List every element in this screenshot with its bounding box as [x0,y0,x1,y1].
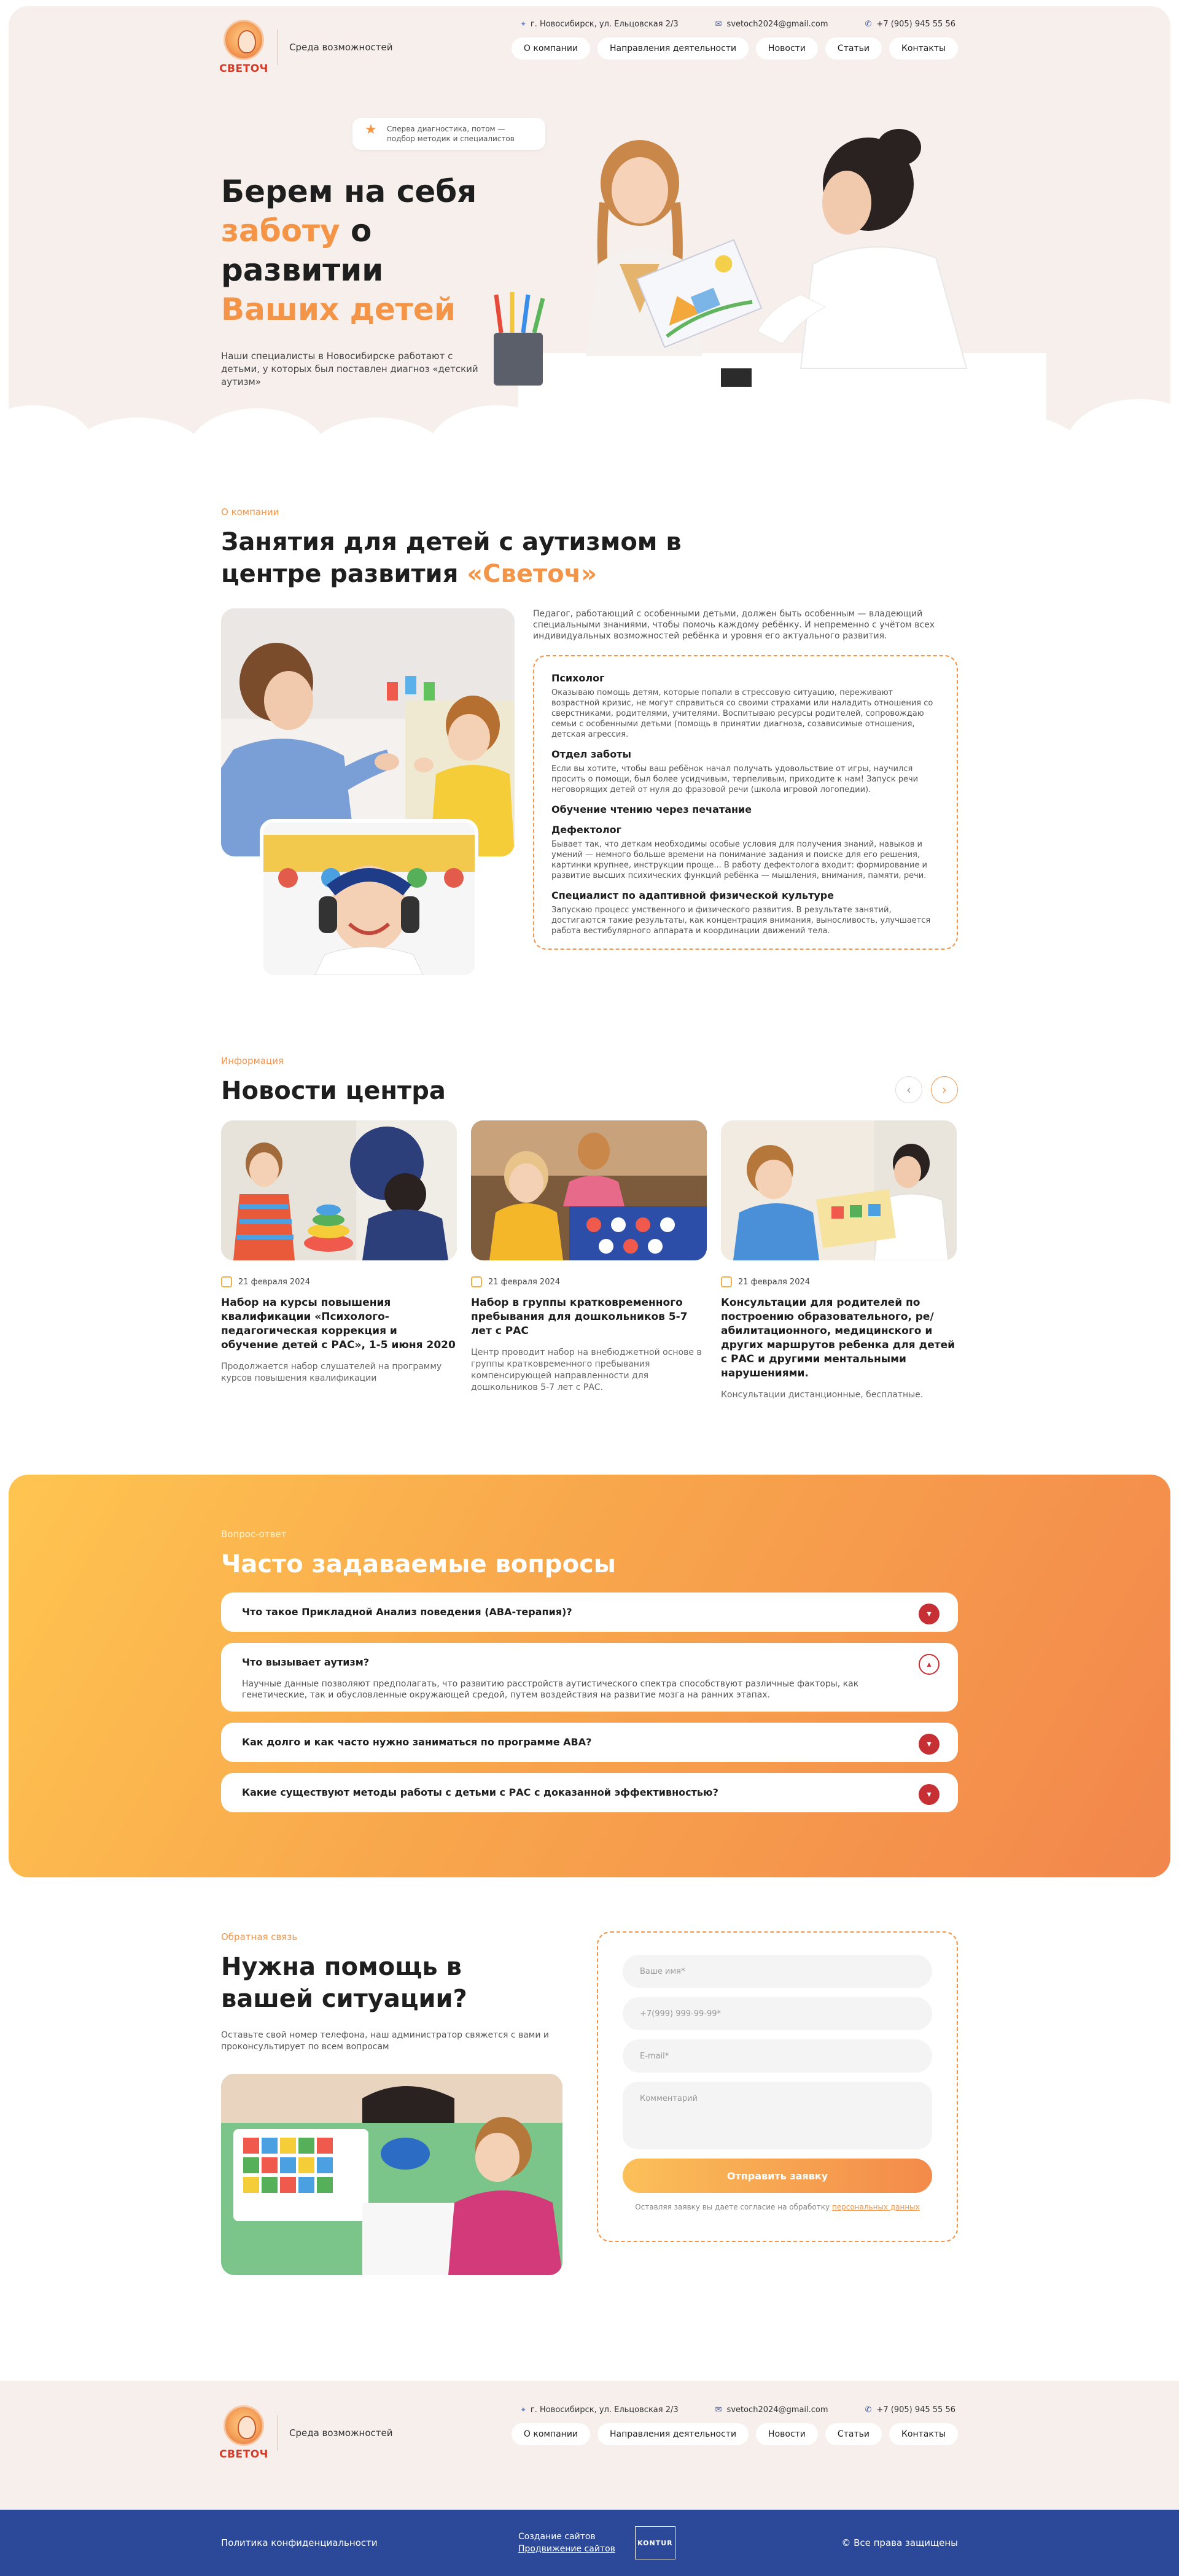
email-link[interactable]: svetoch2024@gmail.com [726,2405,828,2415]
faq-section [9,1475,1170,1877]
logo-text: СВЕТОЧ [219,63,268,75]
footer [0,2381,1179,2510]
news-card-image[interactable] [721,1120,957,1260]
news-title[interactable]: Набор на курсы повышения квалификации «Психолого-педагогическая коррекция и обучение детей с РАС», 1-5 июня 2020 [221,1297,456,1351]
news-date [221,1276,457,1287]
news-title[interactable]: Набор в группы кратковременного пребывания для дошкольников 5-7 лет с РАС [471,1297,688,1337]
faq-answer: Научные данные позволяют предполагать, что развитию расстройств аутистического спектра способствуют различные факторы, как генетические, так и обусловленные окружающей средой, путем воздействия на развитие мозга на ранних этапах. [242,1679,859,1700]
news-card-image[interactable] [221,1120,457,1260]
specialist-text: Оказываю помощь детям, которые попали в стрессовую ситуацию, переживают возрастной кризис, не могут справиться со своими страхами или наладить отношения со сверстниками, родителями, учителями. Воспитываю ресурсы родителей, сопровождаю семьи с особенными детьми (помощь в принятии диагноза, созависимые отношения, детская агрессия. [551,688,933,739]
next-arrow-button[interactable]: › [931,1076,958,1103]
prev-arrow-button[interactable]: ‹ [895,1076,922,1103]
nav-news[interactable]: Новости [756,37,818,60]
copyright: © Все права защищены [841,2537,958,2548]
specialist-title: Специалист по адаптивной физической культуре [551,890,835,901]
hero-title [221,172,528,329]
developer-links [518,2532,615,2554]
cloud-shape [303,417,451,436]
news-date-text: 21 февраля 2024 [488,1277,561,1287]
news-date [721,1276,957,1287]
nav-about[interactable]: О компании [512,37,590,60]
news-date-text: 21 февраля 2024 [238,1277,311,1287]
address [521,2405,679,2415]
name-input[interactable]: Ваше имя* [623,1955,932,1988]
faq-question[interactable]: Как долго и как часто нужно заниматься по программе АВА? [242,1736,592,1748]
submit-button[interactable]: Отправить заявку [623,2159,932,2193]
specialists-box [533,655,958,950]
logo-text: СВЕТОЧ [219,2448,268,2461]
cloud-shape [9,405,95,436]
slider-arrows [895,1076,958,1103]
specialist-title: Отдел заботы [551,748,631,760]
cloud-shape [187,408,328,436]
news-card[interactable] [721,1120,957,1401]
news-excerpt: Центр проводит набор на внебюджетной основе в группы кратковременного пребывания компенсирующей направленности для дошкольников 5-7 лет с РАС. [471,1348,702,1392]
hero-title-rest: о развитии [221,213,384,288]
contact-section [221,1877,958,2381]
footer-contacts [521,2405,958,2415]
hero-section [9,6,1170,436]
address-text: г. Новосибирск, ул. Ельцовская 2/3 [530,2405,679,2415]
section-label: О компании [221,506,279,518]
faq-item[interactable] [221,1723,958,1762]
specialist-text: Если вы хотите, чтобы ваш ребёнок начал получать удовольствие от игры, научился просить о помощи, был более усидчивым, терпеливым, приходите к нам! Запуск речи неговорящих детей от нуля до фразовой речи (школа игровой логопедии). [551,764,919,794]
section-title: Нужна помощь в вашей ситуации? [221,1953,467,2013]
nav-contacts[interactable]: Контакты [889,2423,958,2445]
about-photo-headphones [260,819,478,979]
news-excerpt: Консультации дистанционные, бесплатные. [721,1390,924,1400]
news-card[interactable] [221,1120,457,1401]
consent-text: Оставляя заявку вы даете согласие на обработку [635,2203,832,2211]
contact-photo [221,2074,562,2275]
email-input[interactable]: E-mail* [623,2039,932,2073]
section-title: Часто задаваемые вопросы [221,1550,616,1578]
nav-news[interactable]: Новости [756,2423,818,2445]
footer-bottom-bar [0,2510,1179,2576]
news-date [471,1276,707,1287]
faq-question[interactable]: Какие существуют методы работы с детьми с РАС с доказанной эффективностью? [242,1787,718,1798]
specialist-text: Запускаю процесс умственного и физического развития. В результате занятий, достигаются такие результаты, как концентрация внимания, выносливость, улучшается работа вестибулярного аппарата и координации движений тела. [551,906,931,936]
specialist-title: Обучение чтению через печатание [551,804,752,815]
contact-description: Оставьте свой номер телефона, наш администратор свяжется с вами и проконсультирует по всем вопросам [221,2030,550,2052]
privacy-policy-link[interactable]: Политика конфиденциальности [221,2537,378,2548]
contacts [521,20,958,29]
phone-link[interactable]: +7 (905) 945 55 56 [876,20,955,29]
chevron-down-icon[interactable]: ▾ [919,1784,940,1805]
consent-note [623,2203,932,2211]
nav-directions[interactable]: Направления деятельности [597,37,749,60]
main-nav [512,37,958,60]
tagline: Среда возможностей [289,42,393,53]
nav-about[interactable]: О компании [512,2423,590,2445]
chevron-up-icon[interactable]: ▴ [919,1654,940,1675]
about-title-text: Занятия для детей с аутизмом в центре развития [221,528,682,588]
about-title-accent: «Светоч» [467,560,597,588]
section-label: Вопрос-ответ [221,1529,287,1540]
nav-articles[interactable]: Статьи [825,2423,882,2445]
footer-brand[interactable] [221,2405,393,2461]
nav-contacts[interactable]: Контакты [889,37,958,60]
phone-input[interactable]: +7(999) 999-99-99* [623,1997,932,2030]
faq-item-open[interactable] [221,1643,958,1712]
faq-item[interactable] [221,1593,958,1632]
section-label: Обратная связь [221,1931,298,1942]
chevron-down-icon[interactable]: ▾ [919,1604,940,1624]
comment-textarea[interactable]: Комментарий [623,2082,932,2149]
about-intro: Педагог, работающий с особенными детьми, должен быть особенным — владеющий специальными знаниями, чтобы помочь каждому ребёнку. И непременно с учётом всех индивидуальных возможностей ребёнка и уровня его актуального развития. [533,609,935,641]
specialist-title: Психолог [551,672,605,684]
mail-icon: ✉ [715,20,722,29]
hero-title-line3: Ваших детей [221,292,456,327]
phone[interactable] [865,20,955,29]
section-label: Информация [221,1055,284,1066]
logo[interactable] [221,20,267,75]
logo-emblem-icon [224,20,264,60]
contact-form [597,1931,958,2242]
header [221,6,958,75]
phone-icon: ✆ [865,2405,872,2415]
news-card[interactable] [471,1120,707,1401]
news-date-text: 21 февраля 2024 [738,1277,811,1287]
calendar-icon [221,1276,232,1287]
nav-articles[interactable]: Статьи [825,37,882,60]
location-pin-icon: ⌖ [521,2405,526,2415]
calendar-icon [471,1276,482,1287]
hero-title-line1: Берем на себя [221,174,477,209]
section-title [221,526,725,590]
section-title: Новости центра [221,1077,446,1105]
phone-icon: ✆ [865,20,872,29]
brand[interactable] [221,20,393,75]
privacy-data-link[interactable]: персональных данных [831,2203,920,2211]
logo[interactable] [221,2405,267,2461]
email[interactable] [715,20,828,29]
hero-text [221,172,528,389]
mail-icon: ✉ [715,2405,722,2415]
logo-emblem-icon [224,2405,264,2446]
footer-nav [512,2423,958,2445]
cloud-shape [1065,399,1170,436]
specialist-title: Дефектолог [551,824,622,836]
chevron-down-icon[interactable]: ▾ [919,1734,940,1755]
dev-link-promotion[interactable]: Продвижение сайтов [518,2544,615,2554]
tip-text: Сперва диагностика, потом — подбор методик и специалистов [387,125,515,143]
news-title[interactable]: Консультации для родителей по построению образовательного, ре/абилитационного, медицинского и других маршрутов ребенка для детей с РАС и другими ментальными нарушениями. [721,1297,955,1379]
phone-link[interactable]: +7 (905) 945 55 56 [876,2405,955,2415]
faq-question[interactable]: Что вызывает аутизм? [242,1656,370,1668]
news-section [0,1007,1179,1401]
faq-item[interactable] [221,1773,958,1812]
address-text: г. Новосибирск, ул. Ельцовская 2/3 [530,20,679,29]
calendar-icon [721,1276,732,1287]
kontur-logo[interactable]: KONTUR [635,2526,675,2559]
hero-title-accent: заботу [221,213,340,249]
email-link[interactable]: svetoch2024@gmail.com [726,20,828,29]
phone[interactable] [865,2405,955,2415]
about-section [0,436,1179,1007]
address [521,20,679,29]
faq-question[interactable]: Что такое Прикладной Анализ поведения (АВА-терапия)? [242,1606,572,1618]
news-card-image[interactable] [471,1120,707,1260]
specialist-text: Бывает так, что деткам необходимы особые условия для получения знаний, навыков и умений — немного больше времени на понимание задания и поиске для его решения, картинки крупнее, инструкции проще... В работу дефектолога входит: формирование и развитие высших психических функций ребёнка — мышления, внимания, памяти, речи. [551,840,927,880]
nav-directions[interactable]: Направления деятельности [597,2423,749,2445]
tagline: Среда возможностей [289,2427,393,2438]
dev-link-creation[interactable]: Создание сайтов [518,2532,596,2542]
star-icon: ★ [365,122,377,138]
location-pin-icon: ⌖ [521,20,526,29]
news-excerpt: Продолжается набор слушателей на программу курсов повышения квалификации [221,1362,442,1383]
hero-illustration [494,111,1046,436]
email[interactable] [715,2405,828,2415]
hero-description: Наши специалисты в Новосибирске работают с детьми, у которых был поставлен диагноз «детский аутизм» [221,351,478,387]
